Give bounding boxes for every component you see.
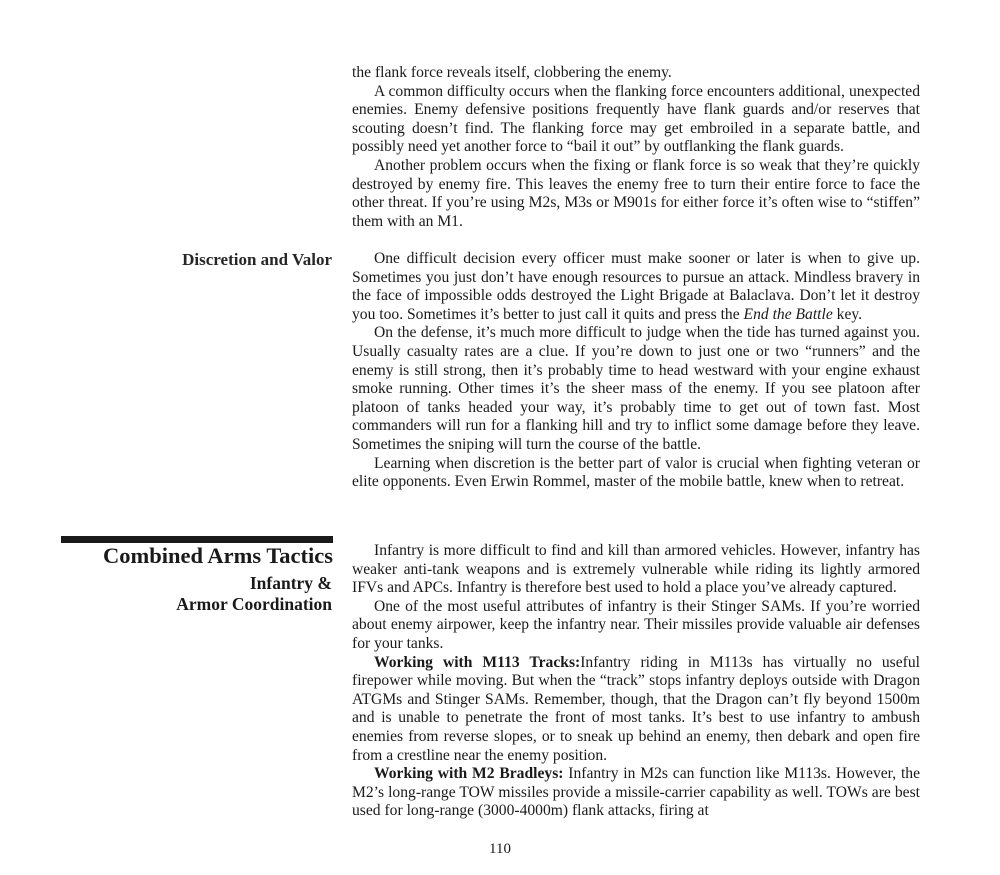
continuation-text (352, 64, 920, 231)
subheading-line: Infantry & (249, 573, 332, 593)
paragraph: Learning when discretion is the better part of valor is crucial when fighting veteran or elite opponents. Even Erwin Rommel, master of the mobile battle, knew when to retreat. (352, 454, 920, 491)
text-run: One difficult decision every officer must make sooner or later is when to give up. Sometimes you just don’t have enough resources to pursue an attack. Mindless bravery in the face of impossible odds destroyed the Light Brigade at Balaclava. Don’t let it destroy you too. Sometimes it’s better to just call it quits and press the (352, 250, 920, 323)
chapter-heading: Combined Arms Tactics (102, 543, 333, 568)
discretion-section (352, 250, 920, 492)
key-name: End the Battle (743, 305, 833, 323)
text-run: Infantry riding in M113s has virtually no useful firepower while moving. But when the “track” stops infantry deploys outside with Dragon ATGMs and Stinger SAMs. Remember, though, that the Dragon can’t fly beyond 1500m and is unable to penetrate the front of most tanks. It’s best to use infantry to ambush enemies from reverse slopes, or to sneak up behind an enemy, then debark and open fire from a crestline near the enemy position. (352, 653, 920, 764)
paragraph: A common difficulty occurs when the flanking force encounters additional, unexpected enemies. Enemy defensive positions frequently have flank guards and/or reserves that scouting doesn’t find. The flanking force may get embroiled in a separate battle, and possibly need yet another force to “bail it out” by outflanking the flank guards. (352, 82, 920, 156)
paragraph: Another problem occurs when the fixing or flank force is so weak that they’re quickly destroyed by enemy fire. This leaves the enemy free to turn their entire force to face the other threat. If you’re using M2s, M3s or M901s for either force it’s often wise to “stiffen” them with an M1. (352, 156, 920, 230)
subheading-line: Armor Coordination (176, 594, 332, 614)
combined-arms-section (352, 542, 920, 821)
paragraph: Infantry is more difficult to find and kill than armored vehicles. However, infantry has weaker anti-tank weapons and is extremely vulnerable while riding its lightly armored IFVs and APCs. Infantry is therefore best used to hold a place you’ve already captured. (352, 542, 920, 597)
paragraph (352, 765, 920, 821)
page-number: 110 (489, 841, 511, 857)
heading-rule (61, 536, 333, 543)
subsection-heading (176, 573, 332, 615)
run-in-heading: Working with M113 Tracks: (374, 653, 581, 671)
paragraph: the flank force reveals itself, clobbering the enemy. (352, 64, 672, 81)
paragraph: On the defense, it’s much more difficult to judge when the tide has turned against you. Usually casualty rates are a clue. If you’re down to just one or two “runners” and the enemy is still strong, then it’s probably time to head westward with your engine exhaust smoke running. Other times it’s the sheer mass of the enemy. If you see platoon after platoon of tanks headed your way, it’s probably time to get out of town fast. Most commanders will run for a flanking hill and try to inflict some damage before they leave. Sometimes the sniping will turn the course of the battle. (352, 324, 920, 453)
text-run: key. (832, 305, 863, 323)
text-run: Infantry in M2s can function like M113s. However, the M2’s long-range TOW missiles provide a missile-carrier capability as well. TOWs are best used for long-range (3000-4000m) flank attacks, firing at (352, 765, 920, 820)
paragraph (352, 654, 920, 766)
paragraph: One of the most useful attributes of infantry is their Stinger SAMs. If you’re worried about enemy airpower, keep the infantry near. Their missiles provide valuable air defenses for your tanks. (352, 597, 920, 652)
section-heading-discretion: Discretion and Valor (182, 250, 332, 269)
paragraph (352, 250, 920, 324)
run-in-heading: Working with M2 Bradleys: (374, 765, 564, 783)
